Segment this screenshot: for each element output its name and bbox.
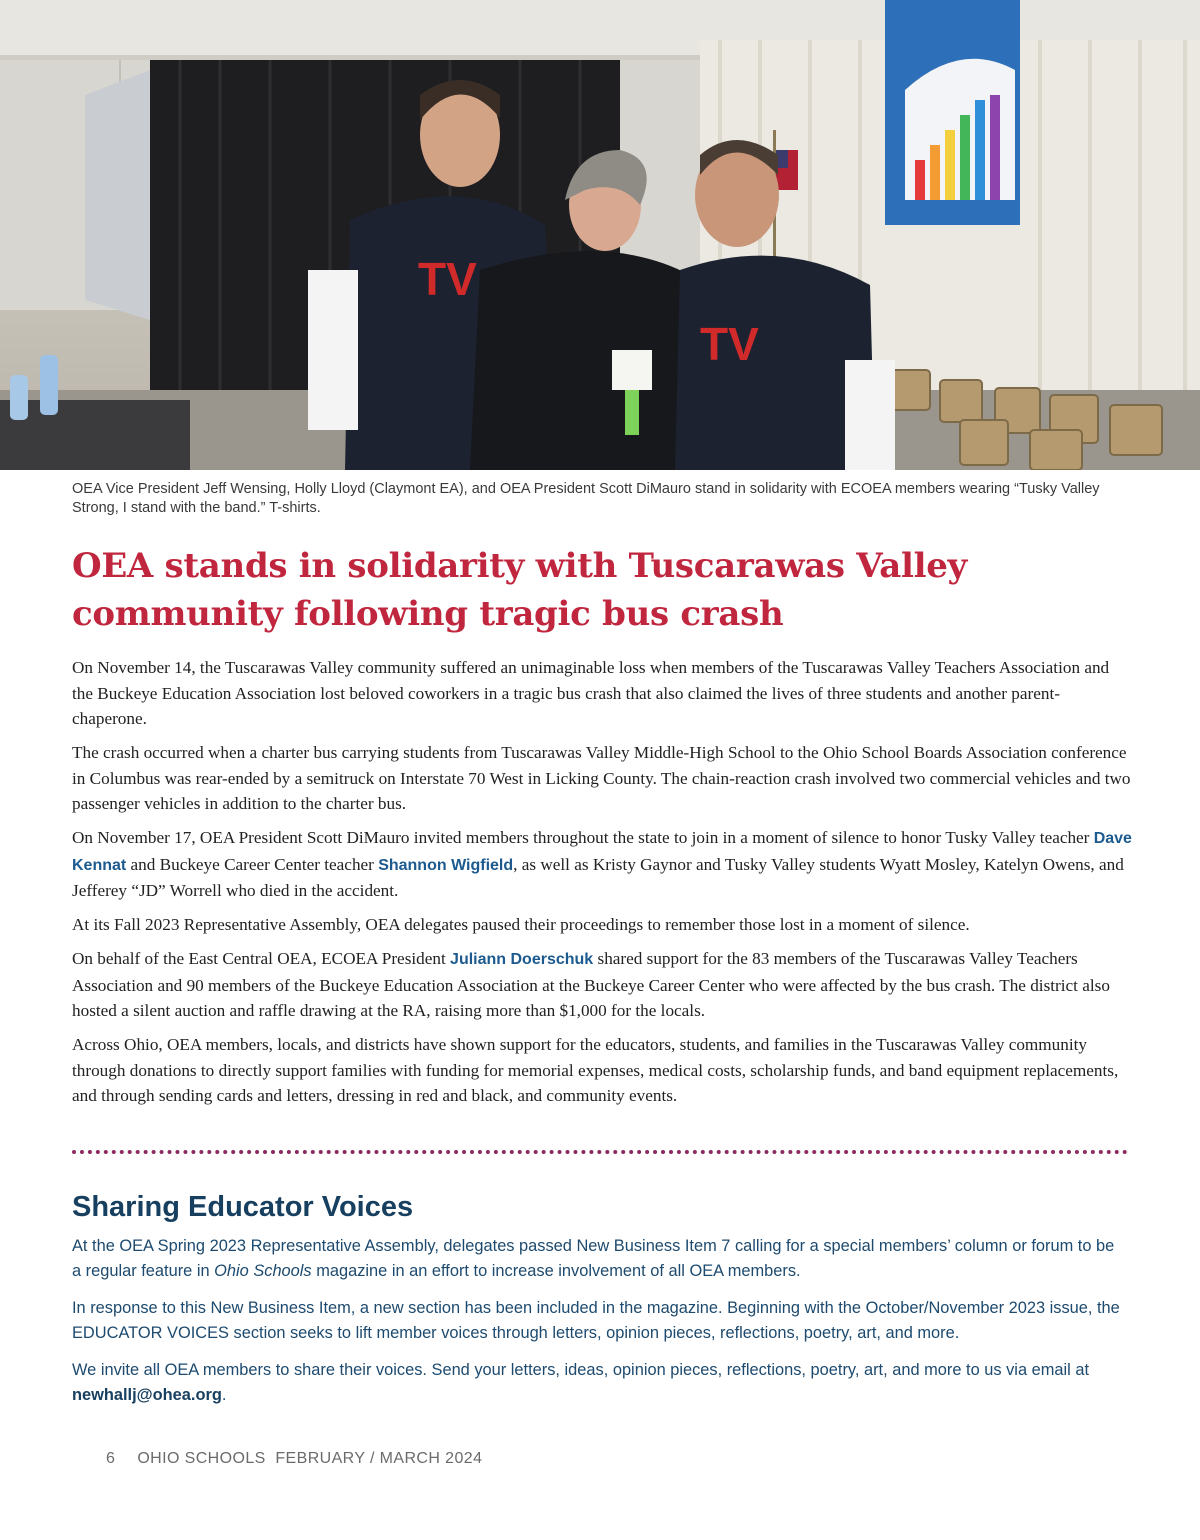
article-paragraph [72,946,1134,1024]
voices-paragraph [72,1234,1122,1283]
name-link-shannon-wigfield[interactable]: Shannon Wigfield [378,856,514,874]
article-photo [0,0,1200,470]
publication-name: OHIO SCHOOLS FEBRUARY / MARCH 2024 [137,1450,483,1467]
article-paragraph: At its Fall 2023 Representative Assembly, OEA delegates paused their proceedings to remember those lost in a moment of silence. [72,915,970,934]
article-paragraph: Across Ohio, OEA members, locals, and districts have shown support for the educators, students, and families in the Tuscarawas Valley community through donations to directly support families with funding for memorial expenses, medical costs, scholarship funds, and band equipment replacements, and through sending cards and letters, dressing in red and black, and community events. [72,1035,1119,1105]
paragraph-text: We invite all OEA members to share their voices. Send your letters, ideas, opinion pieces, reflections, poetry, art, and more to us via email at [72,1361,1090,1379]
article-headline: OEA stands in solidarity with Tuscarawas Valley community following tragic bus crash [72,546,968,634]
paragraph-text: and Buckeye Career Center teacher [126,854,379,874]
voices-paragraph [72,1358,1122,1407]
email-link[interactable]: newhallj@ohea.org [72,1385,222,1404]
paragraph-text: magazine in an effort to increase involvement of all OEA members. [311,1261,801,1280]
voices-body [72,1234,1122,1420]
voices-title: Sharing Educator Voices [72,1191,414,1223]
article-paragraph: On November 14, the Tuscarawas Valley community suffered an unimaginable loss when members of the Tuscarawas Valley Teachers Association and the Buckeye Education Association lost beloved coworkers in a tragic bus crash that also claimed the lives of three students and another parent-chaperone. [72,658,1110,728]
article-paragraph [72,825,1134,904]
paragraph-text: On November 17, OEA President Scott DiMauro invited members throughout the state to join in a moment of silence to honor Tusky Valley teacher [72,828,1094,847]
voices-paragraph: In response to this New Business Item, a new section has been included in the magazine. Beginning with the October/November 2023 issue, the EDUCATOR VOICES section seeks to lift member voices through letters, opinion pieces, reflections, poetry, art, and more. [72,1299,1120,1342]
paragraph-text: At the OEA Spring 2023 Representative Assembly, delegates passed New Business Item 7 calling for a special members’ column or forum to be a regular feature in [72,1237,1115,1280]
name-link-juliann-doerschuk[interactable]: Juliann Doerschuk [450,951,594,968]
svg-text:TV: TV [418,253,477,305]
paragraph-text: . [221,1385,227,1404]
paragraph-text: On behalf of the East Central OEA, ECOEA President [72,949,451,968]
magazine-title: Ohio Schools [214,1261,312,1280]
svg-text:TV: TV [700,318,759,370]
photo-caption: OEA Vice President Jeff Wensing, Holly Lloyd (Claymont EA), and OEA President Scott DiMauro stand in solidarity with ECOEA members wearing “Tusky Valley Strong, I stand with the band.” T-shirts. [72,481,1100,516]
name-link-dave-kennat[interactable]: Dave Kennat [72,830,1132,874]
page-number: 6 [106,1450,116,1467]
article-body [72,655,1134,1117]
section-divider [72,1150,1128,1154]
paragraph-text: , as well as Kristy Gaynor and Tusky Valley students Wyatt Mosley, Katelyn Owens, and Jefferey “JD” Worrell who died in the accident. [72,854,1124,900]
page-footer [106,1450,482,1468]
article-paragraph: The crash occurred when a charter bus carrying students from Tuscarawas Valley Middle-High School to the Ohio School Boards Association conference in Columbus was rear-ended by a semitruck on Interstate 70 West in Licking County. The chain-reaction crash involved two commercial vehicles and two passenger vehicles in addition to the charter bus. [72,743,1131,813]
photo-illustration [0,0,1200,470]
paragraph-text: shared support for the 83 members of the Tuscarawas Valley Teachers Association and 90 members of the Buckeye Education Association at the Buckeye Career Center who were affected by the bus crash. The district also hosted a silent auction and raffle drawing at the RA, raising more than $1,000 for the locals. [72,949,1110,1020]
